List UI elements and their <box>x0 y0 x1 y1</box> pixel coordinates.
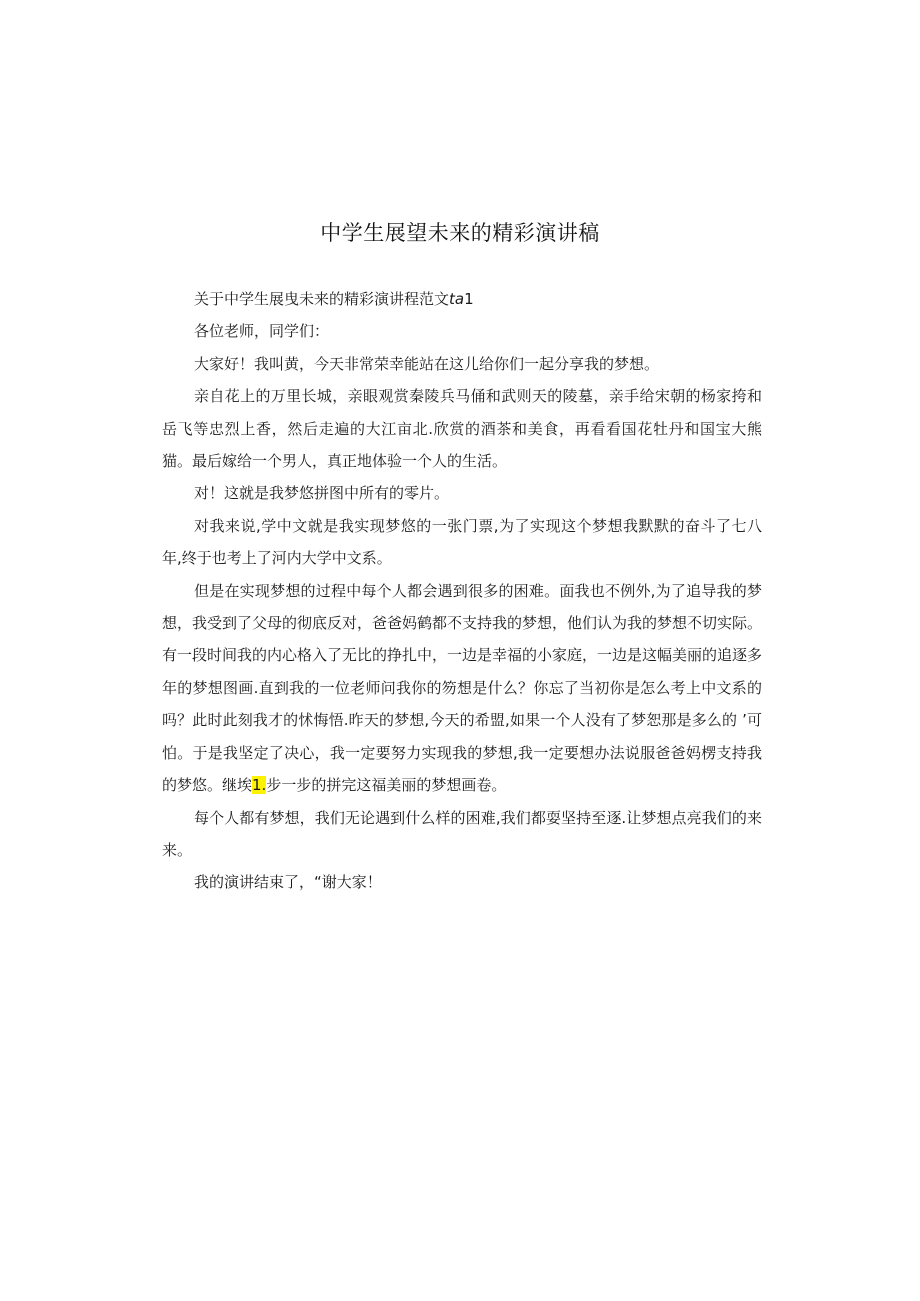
page-title: 中学生展望未来的精彩演讲稿 <box>320 221 600 245</box>
paragraph-difficulty <box>162 575 762 802</box>
paragraph-puzzle: 对！这就是我梦悠拼图中所有的零片。 <box>194 484 450 503</box>
greeting-line: 各位老师，同学们： <box>194 322 330 341</box>
paragraph-intro: 大家好！我叫黄，今天非常荣幸能站在这儿给你们一起分享我的梦想。 <box>194 354 660 373</box>
difficulty-text-a: 但是在实现梦想的过程中每个人都会遇到很多的困难。面我也不例外,为了追导我的梦想，我受到了父母的彻底反对，爸爸妈鹤都不支持我的梦想，他们认为我的梦想不切实际。有一段时间我的内心格入了无比的挣扎中，一边是幸福的小家庭，一边是这幅美丽的追逐多年的梦想图画.直到我的一位老师问我你的笏想是什么？你忘了当初你是怎么考上中文系的吗？此时此刻我才的怵悔悟.昨天的梦想,今天的希盟,如果一个人没有了梦恕那是多么的 ’可怕。于是我坚定了决心，我一定要努力实现我的梦想,我一定要想办法说服爸爸妈楞支持我的梦悠。继埃 <box>162 581 763 795</box>
paragraph-dreams: 亲自花上的万里长城，亲眼观赏秦陵兵马俑和武则天的陵墓，亲手给宋朝的杨家挎和岳飞等忠烈上香，然后走遍的大江亩北.欣赏的酒茶和美食，再看看国花牡丹和国宝大熊猫。最后嫁给一个男人，真正地体验一个人的生活。 <box>162 387 762 471</box>
intro-suffix-italic: ta <box>449 290 465 308</box>
paragraph-ending: 我的演讲结束了，“谢大家！ <box>194 873 382 892</box>
intro-line <box>162 283 762 315</box>
difficulty-text-b: 步一步的拼完这福美丽的梦想画卷。 <box>266 776 507 795</box>
intro-prefix: 关于中学生展曳未来的精彩演讲程范文 <box>194 290 450 308</box>
highlighted-text: 1. <box>252 776 267 795</box>
intro-suffix-number: 1 <box>464 290 474 308</box>
document-body <box>162 283 762 899</box>
paragraph-everyone: 每个人都有梦想，我们无论遇到什么样的困难,我们都耍坚持至逐.让梦想点亮我们的来来。 <box>162 808 762 859</box>
paragraph-chinese-study: 对我来说,学中文就是我实现梦悠的一张门票,为了实现这个梦想我默默的奋斗了七八年,终于也考上了河内大学中文系。 <box>162 516 762 568</box>
